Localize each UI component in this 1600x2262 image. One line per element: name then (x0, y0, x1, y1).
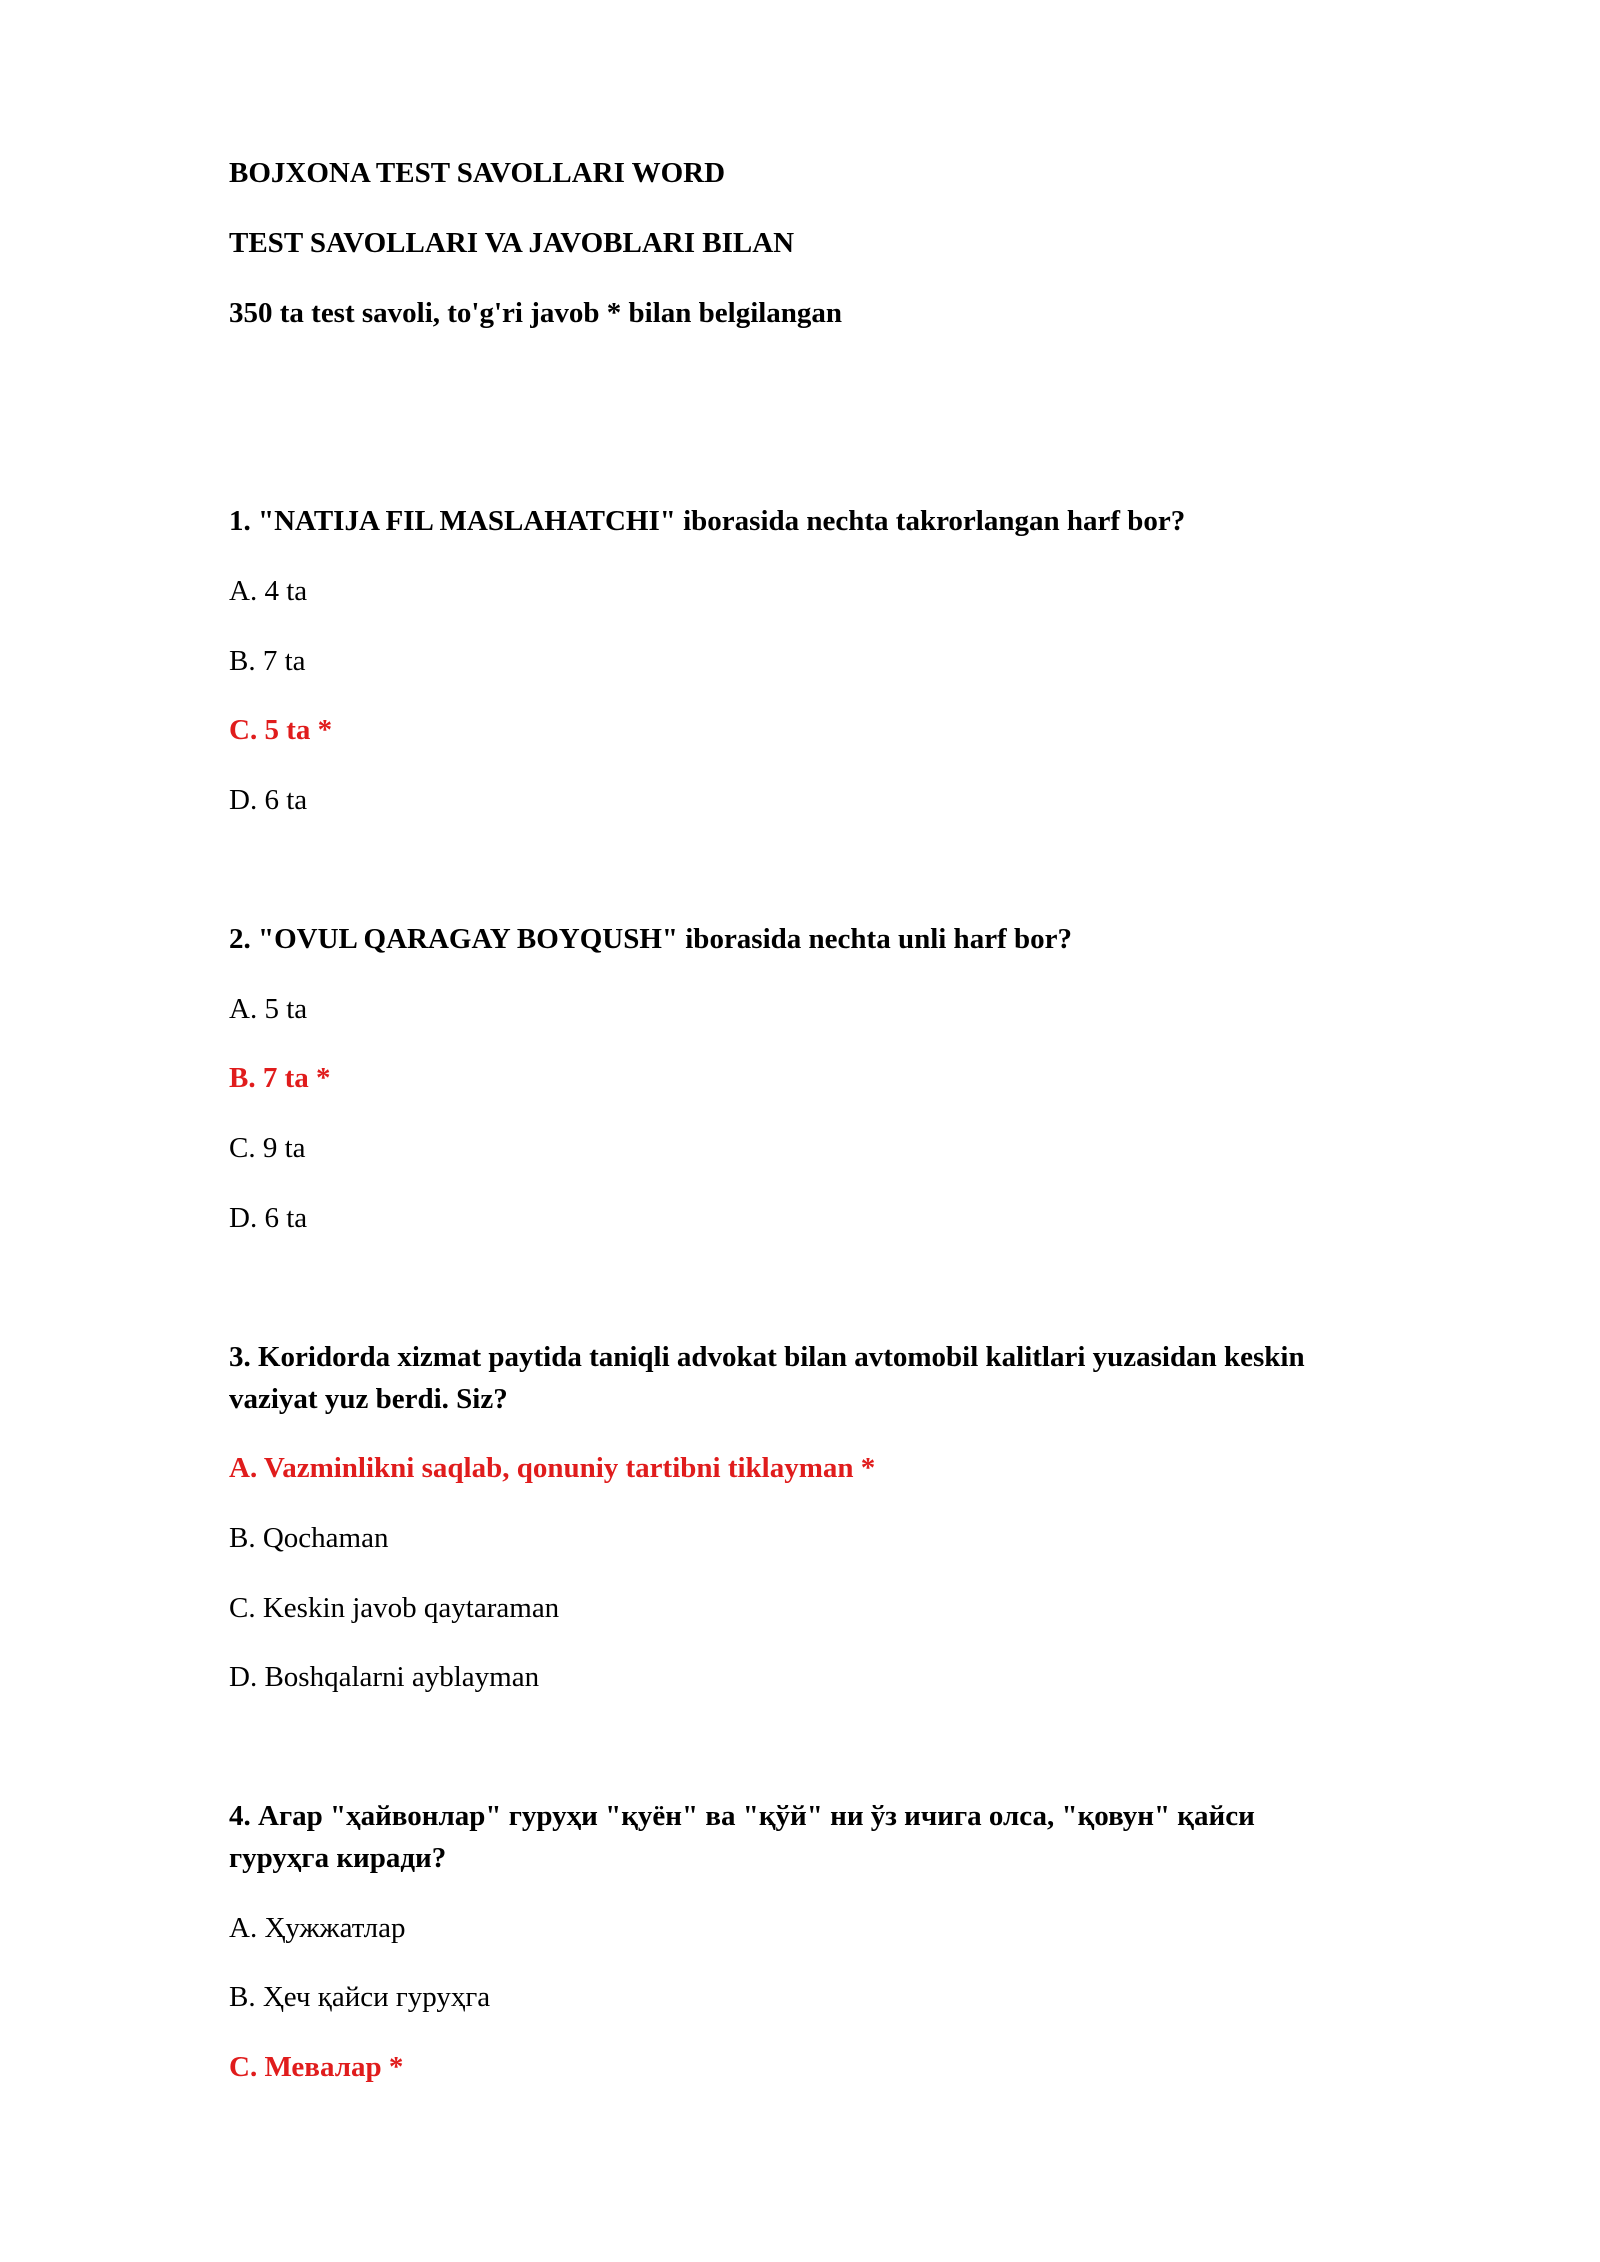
question-3-option-a-correct: A. Vazminlikni saqlab, qonuniy tartibni tiklayman * (229, 1452, 876, 1484)
question-1-option-d: D. 6 ta (229, 784, 308, 816)
question-4-option-c-correct: C. Мевалар * (229, 2051, 404, 2083)
question-2-option-a: A. 5 ta (229, 993, 308, 1025)
question-2-option-c: C. 9 ta (229, 1132, 306, 1164)
question-3-option-d: D. Boshqalarni ayblayman (229, 1661, 540, 1693)
question-4-text-line-1: 4. Агар "ҳайвонлар" гуруҳи "қуён" ва "қўй" ни ўз ичига олса, "қовун" қайси (229, 1800, 1255, 1832)
question-1-option-c-correct: C. 5 ta * (229, 714, 333, 746)
question-3-text-line-2: vaziyat yuz berdi. Siz? (229, 1383, 508, 1415)
question-1-option-a: A. 4 ta (229, 575, 308, 607)
document-note: 350 ta test savoli, to'g'ri javob * bilan belgilangan (229, 297, 843, 329)
question-4-option-a: A. Ҳужжатлар (229, 1912, 406, 1944)
document-title: BOJXONA TEST SAVOLLARI WORD (229, 157, 726, 189)
question-3-option-c: C. Keskin javob qaytaraman (229, 1592, 560, 1624)
question-2-text: 2. "OVUL QARAGAY BOYQUSH" iborasida nechta unli harf bor? (229, 923, 1072, 955)
question-2-option-d: D. 6 ta (229, 1202, 308, 1234)
question-1-option-b: B. 7 ta (229, 645, 306, 677)
question-2-option-b-correct: B. 7 ta * (229, 1062, 331, 1094)
document-subtitle: TEST SAVOLLARI VA JAVOBLARI BILAN (229, 227, 795, 259)
question-4-option-b: B. Ҳеч қайси гуруҳга (229, 1981, 491, 2013)
question-3-option-b: B. Qochaman (229, 1522, 389, 1554)
question-1-text: 1. "NATIJA FIL MASLAHATCHI" iborasida nechta takrorlangan harf bor? (229, 505, 1186, 537)
question-3-text-line-1: 3. Koridorda xizmat paytida taniqli advokat bilan avtomobil kalitlari yuzasidan keskin (229, 1341, 1305, 1373)
question-4-text-line-2: гуруҳга киради? (229, 1842, 447, 1874)
